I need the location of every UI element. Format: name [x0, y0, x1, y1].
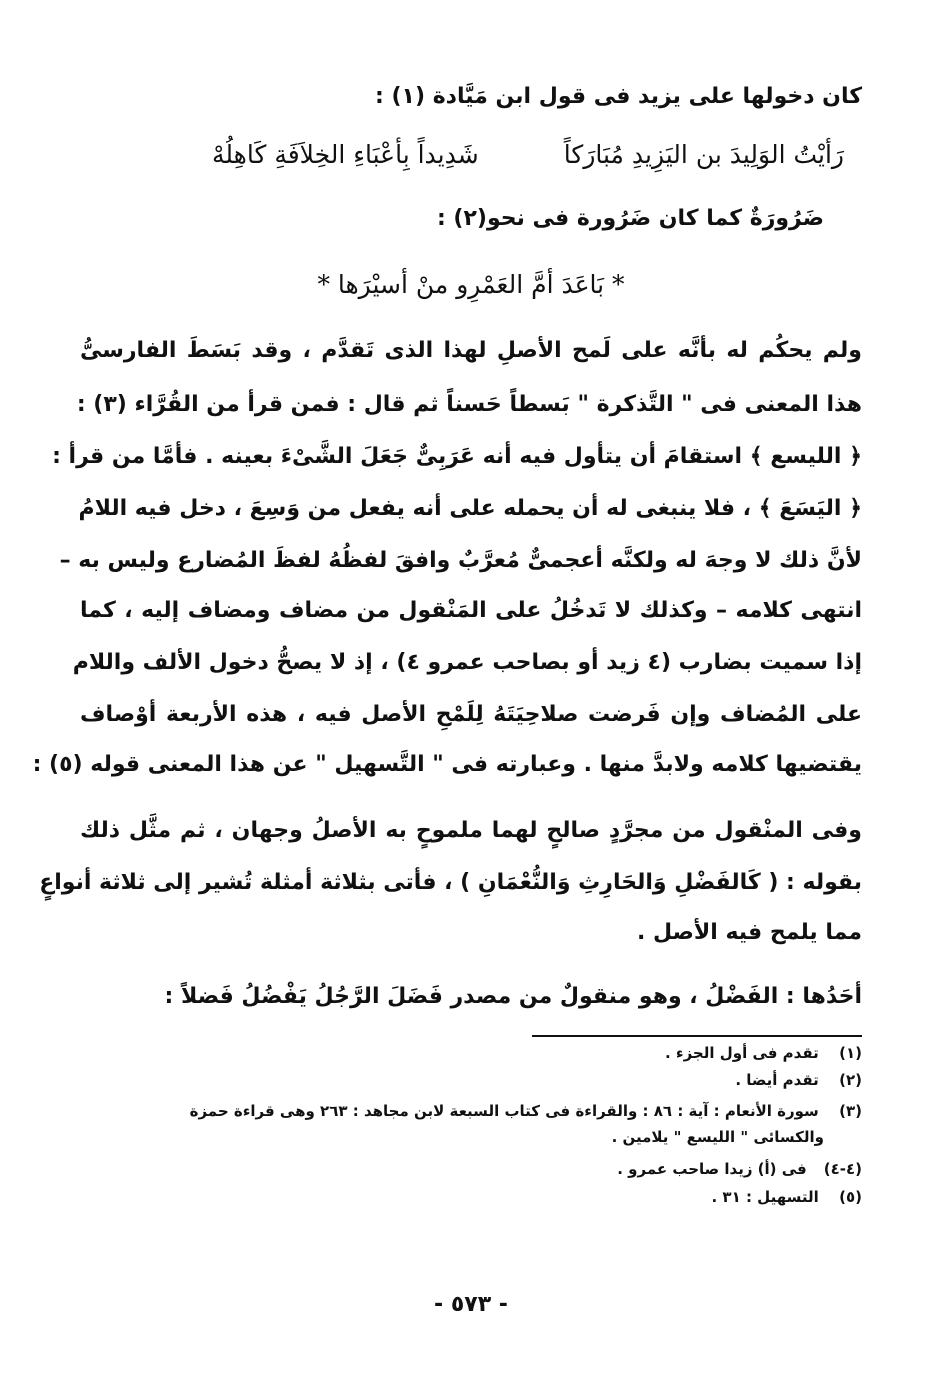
text-line: وفى المنْقول من مجرَّدٍ صالحٍ لهما ملموحٍ به الأصلُ وجهان ، ثم مثَّل ذلك	[80, 818, 862, 843]
footnote-text: والكسائى " الليسع " يلامين .	[611, 1128, 824, 1146]
text-line: ولم يحكُم له بأنَّه على لَمح الأصلِ لهذا الذى تَقدَّم ، وقد بَسَطَ الفارسىُّ	[80, 338, 862, 363]
footnote-text: تقدم أيضا .	[735, 1071, 819, 1089]
footnote	[712, 1186, 863, 1208]
verse-centered: * بَاعَدَ أمَّ العَمْرِو منْ أسيْرَها *	[317, 270, 625, 299]
text-line: ﴿ الليسع ﴾ استقامَ أن يتأول فيه أنه عَرَبِىٌّ جَعَلَ الشَّىْءَ بعينه . فأمَّا من قرأ :	[52, 444, 862, 469]
footnote-text: سورة الأنعام : آية : ٨٦ : والقراءة فى كتاب السبعة لابن مجاهد : ٢٦٣ وهى قراءة حمزة	[189, 1102, 819, 1120]
intro-line: كان دخولها على يزيد فى قول ابن مَيَّادة (١) :	[375, 84, 862, 109]
footnote-separator	[532, 1035, 862, 1037]
text-line: إذا سميت بضارب (٤ زيد أو بصاحب عمرو ٤) ، إذ لا يصحُّ دخول الألف واللام	[72, 650, 862, 675]
text-line: ﴿ اليَسَعَ ﴾ ، فلا ينبغى له أن يحمله على أنه يفعل من وَسِعَ ، دخل فيه اللامُ	[78, 496, 862, 521]
footnote-number: (١)	[839, 1044, 862, 1062]
text-line: على المُضاف وإن فَرضت صلاحِيَتَهُ لِلَمْحِ الأصل فيه ، هذه الأربعة أوْصاف	[80, 702, 862, 727]
text-line: بقوله : ( كَالفَضْلِ وَالحَارِثِ وَالنُّعْمَانِ ) ، فأتى بثلاثة أمثلة تُشير إلى ثلاثة أنواعٍ	[39, 870, 862, 895]
verse-hemistich-right: رَأيْتُ الوَلِيدَ بن اليَزِيدِ مُبَارَكاً	[563, 140, 844, 169]
footnote-text: التسهيل : ٣١ .	[711, 1188, 819, 1206]
text-line: لأنَّ ذلك لا وجهَ له ولكنَّه أعجمىٌّ مُعرَّبٌ وافقَ لفظُهُ لفظَ المُضارع وليس به –	[59, 548, 862, 573]
text-line: ضَرُورَةٌ كما كان ضَرُورة فى نحو(٢) :	[436, 206, 824, 231]
text-line: أحَدُها : الفَضْلُ ، وهو منقولٌ من مصدر فَضَلَ الرَّجُلُ يَفْضُلُ فَضلاً :	[164, 984, 862, 1009]
text-line: انتهى كلامه – وكذلك لا تَدخُلُ على المَنْقول من مضاف ومضاف إليه ، كما	[80, 598, 862, 623]
verse-hemistich-left: شَدِيداً بِأعْبَاءِ الخِلاَفَةِ كَاهِلُهْ	[212, 140, 479, 169]
footnote-continuation	[612, 1126, 824, 1148]
footnote-text: تقدم فى أول الجزء .	[665, 1044, 819, 1062]
footnote-number: (٤-٤)	[823, 1160, 862, 1178]
footnote-number: (٢)	[839, 1071, 862, 1089]
page-number: - ٥٧٣ -	[434, 1292, 508, 1317]
footnote	[735, 1069, 862, 1091]
footnote-text: فى (أ) زيدا صاحب عمرو .	[617, 1160, 807, 1178]
footnote	[617, 1158, 862, 1180]
footnote-number: (٣)	[839, 1102, 862, 1120]
text-line: مما يلمح فيه الأصل .	[636, 920, 862, 945]
footnote	[665, 1042, 862, 1064]
text-line: يقتضيها كلامه ولابدَّ منها . وعبارته فى " التَّسهيل " عن هذا المعنى قوله (٥) :	[32, 752, 862, 777]
text-line: هذا المعنى فى " التَّذكرة " بَسطاً حَسناً ثم قال : فمن قرأ من القُرَّاء (٣) :	[76, 392, 862, 417]
footnote	[190, 1100, 862, 1122]
footnote-number: (٥)	[839, 1188, 862, 1206]
